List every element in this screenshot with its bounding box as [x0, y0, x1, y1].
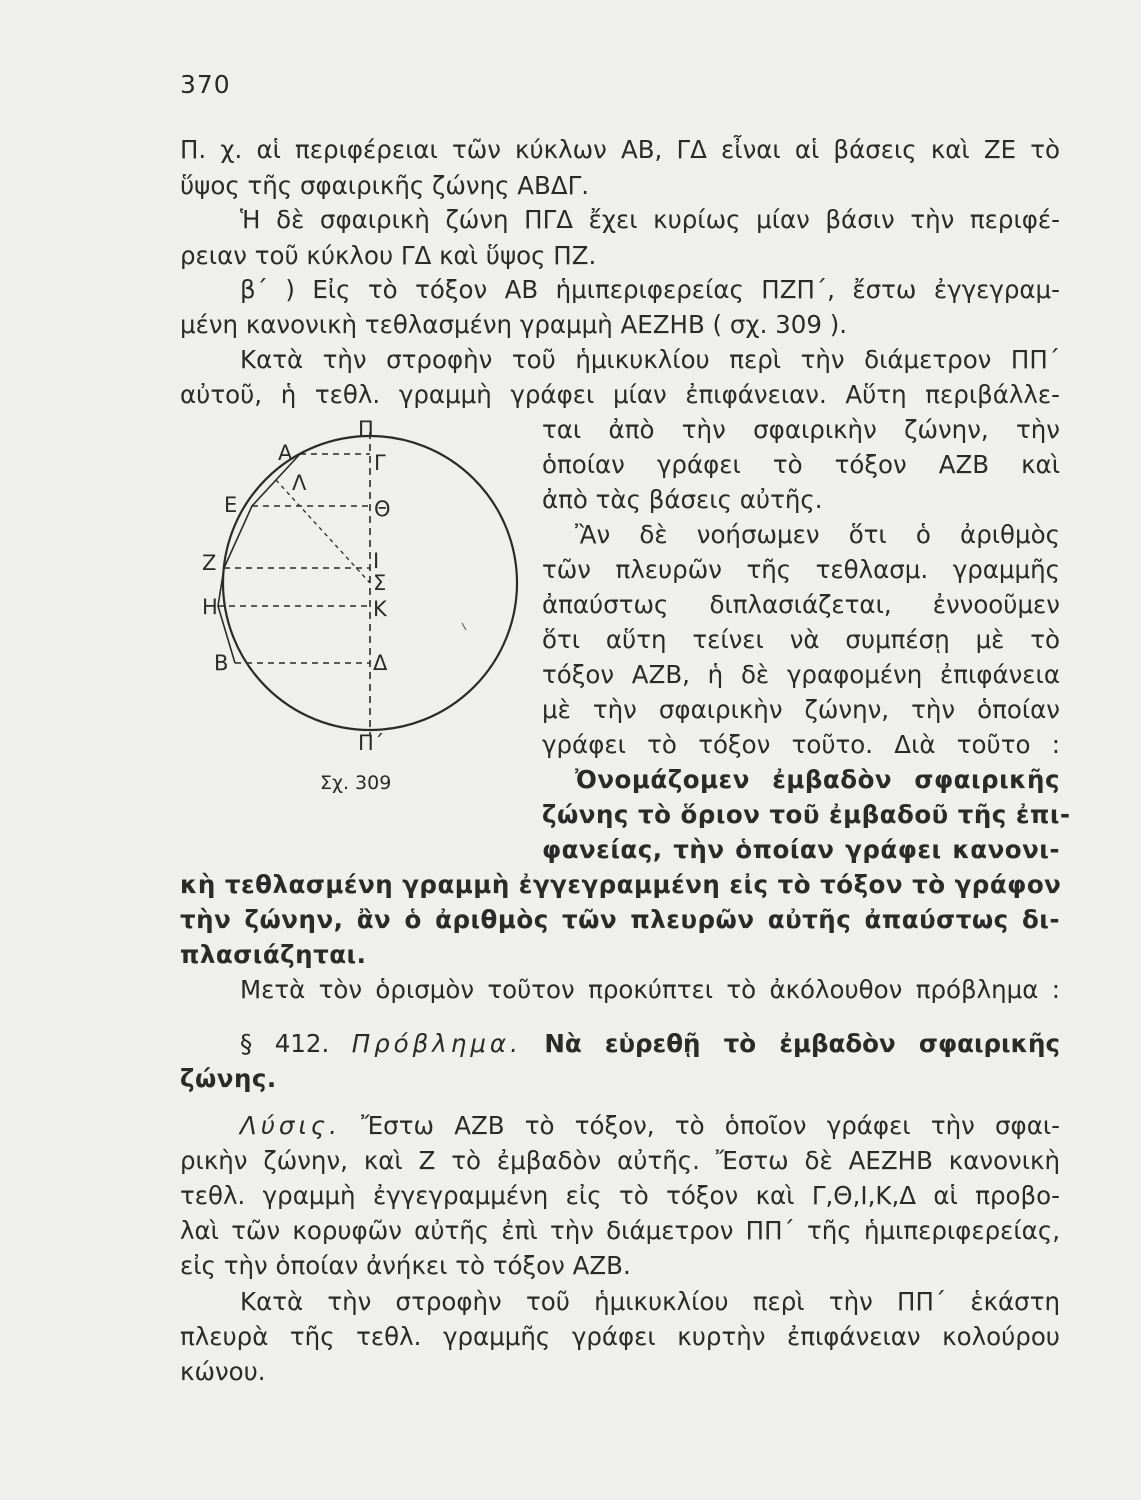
label-H: Η [202, 595, 218, 619]
text-line: τόξον ΑΖΒ, ἡ δὲ γραφομένη ἐπιφάνεια [542, 660, 1060, 689]
text-line: αὐτοῦ, ἡ τεθλ. γραμμὴ γράφει μίαν ἐπιφάνειαν. Αὕτη περιβάλλε- [180, 380, 1060, 409]
definition-line: Ὀνομάζομεν ἐμβαδὸν σφαιρικῆς [575, 765, 1060, 794]
text-line: ὅτι αὕτη τείνει νὰ συμπέσῃ μὲ τὸ [542, 625, 1060, 654]
label-E: Ε [224, 493, 238, 517]
text-line: ται ἀπὸ τὴν σφαιρικὴν ζώνην, τὴν [542, 415, 1060, 444]
figure-caption: Σχ. 309 [320, 772, 392, 794]
text-line: εἰς τὴν ὁποίαν ἀνήκει τὸ τόξον ΑΖΒ. [180, 1251, 631, 1280]
definition-line: ζώνης τὸ ὅριον τοῦ ἐμβαδοῦ τῆς ἐπι- [542, 800, 1071, 829]
text-line: ἀπὸ τὰς βάσεις αὐτῆς. [542, 485, 823, 514]
label-L: Λ [292, 471, 307, 495]
label-P2: Π΄ [358, 731, 385, 755]
definition-line: πλασιάζηται. [180, 940, 367, 969]
text-line: β΄ ) Εἰς τὸ τόξον ΑΒ ἡμιπεριφερείας ΠΖΠ΄, ἔστω ἐγγεγραμ- [240, 275, 1060, 304]
label-G: Γ [374, 451, 386, 475]
text-line: Μετὰ τὸν ὁρισμὸν τοῦτον προκύπτει τὸ ἀκόλουθον πρόβλημα : [240, 975, 1060, 1004]
text-line: Ἂν δὲ νοήσωμεν ὅτι ὁ ἀριθμὸς [575, 520, 1060, 549]
definition-line: κὴ τεθλασμένη γραμμὴ ἐγγεγραμμένη εἰς τὸ τόξον τὸ γράφον [180, 870, 1062, 899]
problem-heading-cont: ζώνης. [180, 1064, 277, 1093]
solution-text: Ἔστω ΑΖΒ τὸ τόξον, τὸ ὁποῖον γράφει τὴν σφαι- [361, 1111, 1060, 1140]
label-Z: Ζ [202, 551, 217, 575]
text-line: τεθλ. γραμμὴ ἐγγεγραμμένη εἰς τὸ τόξον καὶ Γ,Θ,Ι,Κ,Δ αἱ προβο- [180, 1181, 1060, 1210]
problem-heading [240, 1026, 1060, 1062]
label-S: Σ [373, 571, 387, 595]
stray-mark [462, 623, 466, 630]
solution-line [240, 1108, 1060, 1144]
text-line: Κατὰ τὴν στροφὴν τοῦ ἡμικυκλίου περὶ τὴν διάμετρον ΠΠ΄ [240, 345, 1060, 374]
label-B: Β [214, 651, 229, 675]
text-line: ρειαν τοῦ κύκλου ΓΔ καὶ ὕψος ΠΖ. [180, 241, 597, 270]
figure-309 [190, 418, 530, 798]
definition-line: τὴν ζώνην, ἂν ὁ ἀριθμὸς τῶν πλευρῶν αὐτῆς ἀπαύστως δι- [180, 905, 1060, 934]
text-line: γράφει τὸ τόξον τοῦτο. Διὰ τοῦτο : [542, 730, 1060, 759]
problem-statement: Νὰ εὑρεθῇ τὸ ἐμβαδὸν σφαιρικῆς [544, 1029, 1060, 1058]
text-line: πλευρὰ τῆς τεθλ. γραμμῆς γράφει κυρτὴν ἐπιφάνειαν κολούρου [180, 1322, 1060, 1351]
text-line: τῶν πλευρῶν τῆς τεθλασμ. γραμμῆς [542, 555, 1060, 584]
problem-label: Πρόβλημα. [351, 1029, 522, 1058]
solution-label: Λύσις. [240, 1111, 341, 1140]
definition-line: φανείας, τὴν ὁποίαν γράφει κανονι- [542, 835, 1060, 864]
label-D: Δ [373, 651, 388, 675]
label-K: Κ [373, 597, 387, 621]
label-A: Α [278, 441, 293, 465]
page-number: 370 [180, 70, 231, 99]
label-I: Ι [373, 549, 380, 573]
text-line: κώνου. [180, 1357, 266, 1386]
text-line: Κατὰ τὴν στροφὴν τοῦ ἡμικυκλίου περὶ τὴν ΠΠ΄ ἑκάστη [240, 1287, 1060, 1316]
text-line: μὲ τὴν σφαιρικὴν ζώνην, τὴν ὁποίαν [542, 695, 1060, 724]
label-TH: Θ [374, 497, 391, 521]
sphere-zone-diagram [190, 418, 530, 798]
text-line: ὕψος τῆς σφαιρικῆς ζώνης ΑΒΔΓ. [180, 171, 590, 200]
text-line: ρικὴν ζώνην, καὶ Ζ τὸ ἐμβαδὸν αὐτῆς. Ἔστω δὲ ΑΕΖΗΒ κανονικὴ [180, 1146, 1060, 1175]
text-line: λαὶ τῶν κορυφῶν αὐτῆς ἐπὶ τὴν διάμετρον ΠΠ΄ τῆς ἡμιπεριφερείας, [180, 1216, 1060, 1245]
text-line: Π. χ. αἱ περιφέρειαι τῶν κύκλων ΑΒ, ΓΔ εἶναι αἱ βάσεις καὶ ΖΕ τὸ [180, 135, 1060, 164]
text-line: μένη κανονικὴ τεθλασμένη γραμμὴ ΑΕΖΗΒ ( σχ. 309 ). [180, 310, 848, 339]
text-line: ἀπαύστως διπλασιάζεται, ἐννοοῦμεν [542, 590, 1060, 619]
text-line: Ἡ δὲ σφαιρικὴ ζώνη ΠΓΔ ἔχει κυρίως μίαν βάσιν τὴν περιφέ- [240, 205, 1060, 234]
label-P: Π [358, 418, 374, 441]
text-line: ὁποίαν γράφει τὸ τόξον ΑΖΒ καὶ [542, 450, 1060, 479]
section-number: § 412. [240, 1029, 330, 1058]
